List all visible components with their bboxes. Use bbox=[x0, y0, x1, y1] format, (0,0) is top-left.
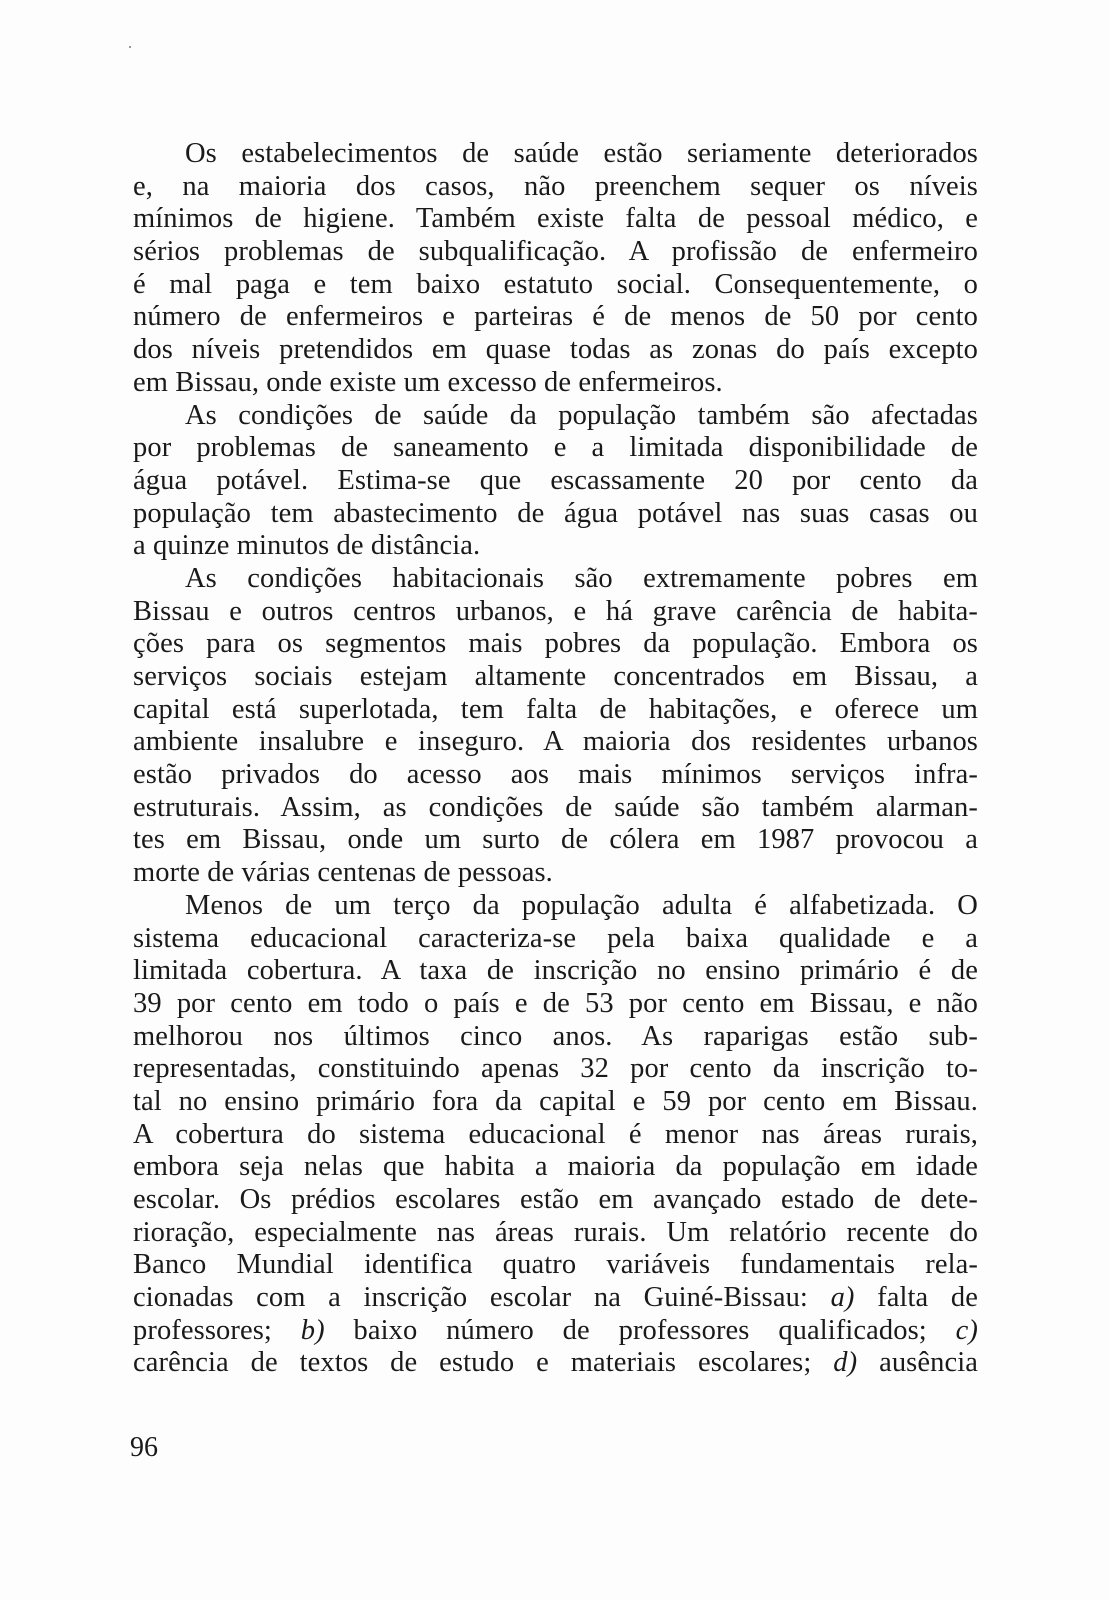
text-line: carência de textos de estudo e materiais escolares; d) ausência bbox=[133, 1347, 978, 1379]
text-line: sistema educacional caracteriza-se pela baixa qualidade e a bbox=[133, 922, 978, 954]
text-line: sérios problemas de subqualificação. A profissão de enfermeiro bbox=[133, 236, 978, 268]
text-line: rioração, especialmente nas áreas rurais. Um relatório recente do bbox=[133, 1216, 978, 1248]
text-line: cionadas com a inscrição escolar na Guiné-Bissau: a) falta de bbox=[133, 1282, 978, 1314]
text-line: capital está superlotada, tem falta de habitações, e oferece um bbox=[133, 693, 978, 725]
text-line: serviços sociais estejam altamente concentrados em Bissau, a bbox=[133, 661, 978, 692]
body-text bbox=[133, 138, 978, 1380]
text-line: estruturais. Assim, as condições de saúde são também alarman- bbox=[133, 791, 978, 823]
text-line: As condições de saúde da população também são afectadas bbox=[185, 399, 978, 431]
text-line: ções para os segmentos mais pobres da população. Embora os bbox=[133, 628, 978, 660]
text-line: melhorou nos últimos cinco anos. As raparigas estão sub- bbox=[133, 1020, 978, 1052]
text-line: Os estabelecimentos de saúde estão seriamente deteriorados bbox=[185, 138, 978, 169]
text-line: morte de várias centenas de pessoas. bbox=[133, 857, 553, 889]
text-line: As condições habitacionais são extremamente pobres em bbox=[185, 562, 978, 594]
text-line: Menos de um terço da população adulta é alfabetizada. O bbox=[185, 889, 978, 921]
text-line: escolar. Os prédios escolares estão em avançado estado de dete- bbox=[133, 1184, 978, 1215]
text-line: a quinze minutos de distância. bbox=[133, 530, 481, 562]
text-line: Banco Mundial identifica quatro variáveis fundamentais rela- bbox=[133, 1249, 978, 1281]
text-line: número de enfermeiros e parteiras é de menos de 50 por cento bbox=[133, 301, 978, 333]
paragraph bbox=[133, 138, 978, 400]
text-line: mínimos de higiene. Também existe falta de pessoal médico, e bbox=[133, 203, 978, 235]
text-line: estão privados do acesso aos mais mínimos serviços infra- bbox=[133, 759, 978, 791]
paragraph bbox=[133, 400, 978, 563]
text-line: embora seja nelas que habita a maioria da população em idade bbox=[133, 1151, 978, 1183]
text-line: representadas, constituindo apenas 32 por cento da inscrição to- bbox=[133, 1053, 978, 1085]
text-line: população tem abastecimento de água potável nas suas casas ou bbox=[133, 497, 978, 529]
paragraph bbox=[133, 563, 978, 890]
text-line: Bissau e outros centros urbanos, e há grave carência de habita- bbox=[133, 595, 978, 627]
text-line: limitada cobertura. A taxa de inscrição no ensino primário é de bbox=[133, 955, 978, 987]
text-line: é mal paga e tem baixo estatuto social. Consequentemente, o bbox=[133, 268, 978, 300]
text-line: água potável. Estima-se que escassamente 20 por cento da bbox=[133, 464, 978, 496]
text-line: 39 por cento em todo o país e de 53 por cento em Bissau, e não bbox=[133, 987, 978, 1019]
text-line: professores; b) baixo número de professores qualificados; c) bbox=[133, 1314, 979, 1346]
text-line: A cobertura do sistema educacional é menor nas áreas rurais, bbox=[133, 1118, 978, 1150]
text-line: em Bissau, onde existe um excesso de enfermeiros. bbox=[133, 366, 723, 398]
scan-speck bbox=[129, 46, 131, 48]
text-line: tes em Bissau, onde um surto de cólera em 1987 provocou a bbox=[133, 824, 978, 856]
page-number: 96 bbox=[130, 1432, 158, 1463]
text-line: dos níveis pretendidos em quase todas as zonas do país excepto bbox=[133, 334, 978, 366]
text-line: e, na maioria dos casos, não preenchem sequer os níveis bbox=[133, 170, 978, 202]
paragraph bbox=[133, 890, 978, 1380]
text-line: por problemas de saneamento e a limitada disponibilidade de bbox=[133, 432, 978, 464]
text-line: tal no ensino primário fora da capital e 59 por cento em Bissau. bbox=[133, 1085, 978, 1117]
text-line: ambiente insalubre e inseguro. A maioria dos residentes urbanos bbox=[133, 726, 978, 758]
